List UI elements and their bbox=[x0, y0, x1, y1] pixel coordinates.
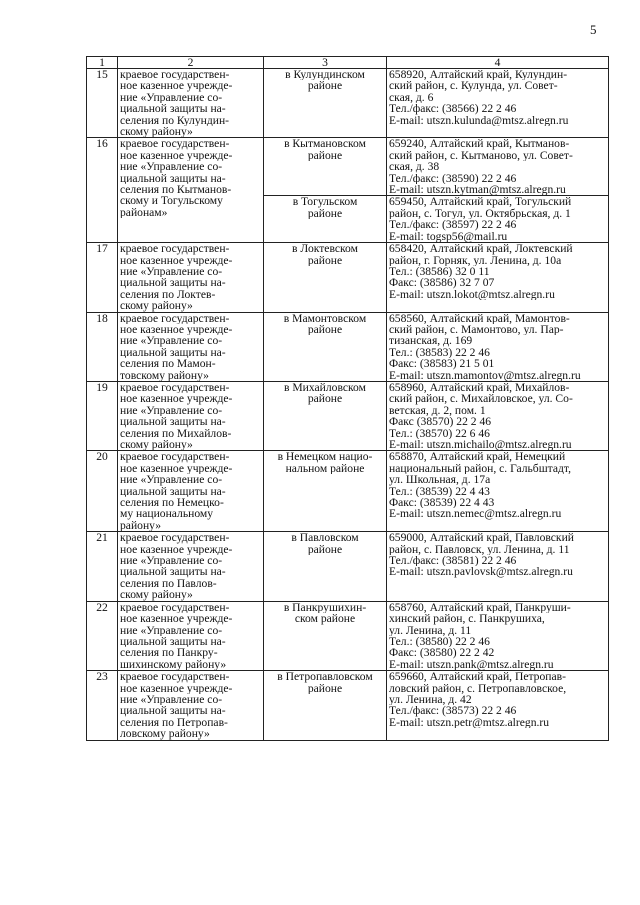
contact-line: Факс: (38539) 22 4 43 bbox=[389, 497, 495, 509]
district-name-line: районе bbox=[307, 543, 343, 556]
contact-line: 658960, Алтайский край, Михайлов- bbox=[389, 381, 570, 394]
table-row bbox=[87, 138, 609, 196]
contact-line: ловский район, с. Петропавловское, bbox=[389, 682, 567, 694]
institution-name-line: ное казенное учрежде- bbox=[120, 149, 233, 162]
contact-details bbox=[387, 671, 609, 740]
contact-line: Тел./факс: (38597) 22 2 46 bbox=[389, 219, 517, 231]
contact-line: Факс: (38580) 22 2 42 bbox=[389, 647, 495, 659]
institution-name-line: циальной защиты на- bbox=[120, 346, 226, 359]
district-name-line: районе bbox=[307, 254, 343, 266]
contact-line: ская, д. 38 bbox=[389, 161, 440, 173]
district-name-line: в Мамонтовском bbox=[283, 312, 367, 324]
contact-line: Тел.: (38586) 32 0 11 bbox=[389, 265, 490, 278]
district-name-line: в Панкрушихин- bbox=[283, 601, 367, 614]
institution-name-line: селения по Павлов- bbox=[120, 577, 217, 590]
contact-details bbox=[387, 601, 609, 670]
contact-line: Тел.: (38580) 22 2 46 bbox=[389, 635, 490, 648]
contact-line: Тел.: (38570) 22 6 46 bbox=[389, 427, 490, 439]
contact-line: E-mail: utszn.petr@mtsz.alregn.ru bbox=[389, 716, 550, 729]
contact-details bbox=[387, 312, 609, 381]
table-row bbox=[87, 671, 609, 740]
institution-name-line: краевое государствен- bbox=[120, 601, 230, 614]
institution-name bbox=[118, 69, 264, 138]
contact-details bbox=[387, 243, 609, 312]
row-number: 19 bbox=[87, 381, 118, 450]
row-number: 23 bbox=[87, 671, 118, 740]
institution-name bbox=[118, 671, 264, 740]
district-name-line: ском районе bbox=[294, 613, 356, 625]
table-row bbox=[87, 312, 609, 381]
contact-line: E-mail: utszn.kytman@mtsz.alregn.ru bbox=[389, 184, 566, 196]
institution-name-line: ние «Управление со- bbox=[120, 555, 223, 567]
contact-details bbox=[387, 69, 609, 138]
row-number: 16 bbox=[87, 138, 118, 243]
institution-name-line: краевое государствен- bbox=[120, 138, 230, 150]
contact-line: 659660, Алтайский край, Петропав- bbox=[389, 671, 566, 683]
contact-line: национальный район, с. Гальбштадт, bbox=[389, 462, 571, 475]
institution-name-line: краевое государствен- bbox=[120, 671, 230, 683]
table-header-row bbox=[87, 57, 609, 69]
institution-name-line: краевое государствен- bbox=[120, 69, 230, 81]
district-name bbox=[264, 312, 387, 381]
district-name-line: в Тогульском bbox=[292, 196, 358, 208]
district-name-line: в Павловском bbox=[291, 532, 359, 544]
district-name-line: в Локтевском bbox=[292, 243, 358, 255]
institution-name-line: селения по Немецко- bbox=[120, 497, 224, 509]
institution-name-line: ние «Управление со- bbox=[120, 265, 223, 278]
institution-name-line: ное казенное учрежде- bbox=[120, 80, 233, 92]
contact-line: E-mail: utszn.kulunda@mtsz.alregn.ru bbox=[389, 114, 569, 127]
contact-line: E-mail: togsp56@mail.ru bbox=[389, 230, 508, 243]
contact-line: E-mail: utszn.michailo@mtsz.alregn.ru bbox=[389, 439, 572, 451]
contact-line: E-mail: utszn.lokot@mtsz.alregn.ru bbox=[389, 288, 555, 301]
contact-line: ский район, с. Мамонтово, ул. Пар- bbox=[389, 323, 564, 336]
institution-name-line: му национальному bbox=[120, 508, 214, 520]
institution-name-line: циальной защиты на- bbox=[120, 277, 226, 289]
district-name-line: районе bbox=[307, 393, 343, 405]
contact-line: тизанская, д. 169 bbox=[389, 335, 473, 347]
row-number: 17 bbox=[87, 243, 118, 312]
contact-line: район, с. Тогул, ул. Октябрьская, д. 1 bbox=[389, 207, 571, 220]
institution-name-line: циальной защиты на- bbox=[120, 103, 226, 115]
contact-line: 658920, Алтайский край, Кулундин- bbox=[389, 69, 568, 81]
contact-line: Тел.: (38539) 22 4 43 bbox=[389, 485, 490, 498]
institution-name bbox=[118, 243, 264, 312]
contact-line: 659000, Алтайский край, Павловский bbox=[389, 532, 574, 544]
institution-name-line: селения по Кулундин- bbox=[120, 114, 230, 127]
institution-name-line: циальной защиты на- bbox=[120, 172, 226, 185]
contact-line: Факс: (38583) 21 5 01 bbox=[389, 358, 495, 370]
district-name-line: в Петропавловском bbox=[277, 671, 373, 683]
table-row bbox=[87, 243, 609, 312]
institution-name-line: ное казенное учрежде- bbox=[120, 393, 233, 405]
district-name-line: районе bbox=[307, 207, 343, 220]
institution-name-line: ное казенное учрежде- bbox=[120, 613, 233, 625]
table-row bbox=[87, 451, 609, 532]
district-name-line: районе bbox=[307, 149, 343, 162]
institution-name-line: краевое государствен- bbox=[120, 312, 230, 324]
institution-name-line: ние «Управление со- bbox=[120, 335, 223, 347]
district-name bbox=[264, 243, 387, 312]
institution-name-line: ное казенное учрежде- bbox=[120, 462, 233, 475]
institution-name-line: селения по Локтев- bbox=[120, 288, 216, 301]
institution-name-line: ное казенное учрежде- bbox=[120, 682, 233, 694]
institution-name bbox=[118, 312, 264, 381]
contact-line: ская, д. 6 bbox=[389, 91, 434, 104]
institution-name-line: ное казенное учрежде- bbox=[120, 543, 233, 556]
district-name-line: районе bbox=[307, 682, 343, 694]
district-name bbox=[264, 69, 387, 138]
contact-line: 658560, Алтайский край, Мамонтов- bbox=[389, 312, 570, 324]
institution-name bbox=[118, 451, 264, 532]
district-name bbox=[264, 671, 387, 740]
district-name-line: районе bbox=[307, 80, 343, 92]
contact-line: ский район, с. Михайловское, ул. Со- bbox=[389, 393, 573, 405]
institution-name-line: скому району» bbox=[120, 589, 193, 601]
contact-line: ул. Ленина, д. 11 bbox=[389, 624, 472, 636]
contact-line: ский район, с. Кытманово, ул. Совет- bbox=[389, 149, 573, 162]
district-name bbox=[264, 532, 387, 601]
district-name-line: районе bbox=[307, 323, 343, 336]
contact-line: хинский район, с. Панкрушиха, bbox=[389, 613, 545, 625]
district-name bbox=[264, 196, 387, 243]
institution-name bbox=[118, 532, 264, 601]
district-name-line: нальном районе bbox=[285, 462, 365, 475]
institution-name-line: ние «Управление со- bbox=[120, 91, 223, 104]
institution-name-line: краевое государствен- bbox=[120, 532, 230, 544]
institution-name bbox=[118, 381, 264, 450]
institution-name-line: ние «Управление со- bbox=[120, 693, 223, 706]
institution-name-line: селения по Панкру- bbox=[120, 647, 218, 659]
row-number: 22 bbox=[87, 601, 118, 670]
institutions-table bbox=[86, 56, 609, 741]
institution-name-line: селения по Михайлов- bbox=[120, 427, 232, 439]
contact-details bbox=[387, 138, 609, 196]
institution-name-line: циальной защиты на- bbox=[120, 566, 226, 578]
contact-line: Тел.: (38583) 22 2 46 bbox=[389, 346, 490, 359]
institution-name-line: циальной защиты на- bbox=[120, 485, 226, 498]
contact-line: Факс: (38586) 32 7 07 bbox=[389, 277, 495, 289]
contact-line: 658420, Алтайский край, Локтевский bbox=[389, 243, 573, 255]
contact-details bbox=[387, 532, 609, 601]
district-name-line: в Кытмановском bbox=[284, 138, 366, 150]
column-number-header: 1 bbox=[87, 57, 118, 69]
district-name bbox=[264, 381, 387, 450]
district-name bbox=[264, 601, 387, 670]
table-row bbox=[87, 532, 609, 601]
institution-name-line: ние «Управление со- bbox=[120, 624, 223, 636]
table-row bbox=[87, 381, 609, 450]
institution-name-line: ние «Управление со- bbox=[120, 474, 223, 486]
district-name bbox=[264, 138, 387, 196]
contact-line: ул. Ленина, д. 42 bbox=[389, 693, 472, 706]
table-row bbox=[87, 69, 609, 138]
contact-line: Тел./факс: (38573) 22 2 46 bbox=[389, 705, 517, 717]
contact-details bbox=[387, 381, 609, 450]
institution-name-line: селения по Мамон- bbox=[120, 358, 216, 370]
column-number-header: 4 bbox=[387, 57, 609, 69]
institution-name-line: ное казенное учрежде- bbox=[120, 323, 233, 336]
institution-name-line: селения по Кытманов- bbox=[120, 184, 232, 196]
contact-line: Факс (38570) 22 2 46 bbox=[389, 416, 492, 428]
contact-line: ветская, д. 2, пом. 1 bbox=[389, 404, 486, 417]
contact-line: район, с. Павловск, ул. Ленина, д. 11 bbox=[389, 543, 570, 556]
contact-line: ский район, с. Кулунда, ул. Совет- bbox=[389, 80, 558, 92]
column-number-header: 3 bbox=[264, 57, 387, 69]
contact-line: E-mail: utszn.nemec@mtsz.alregn.ru bbox=[389, 508, 562, 520]
column-number-header: 2 bbox=[118, 57, 264, 69]
institution-name-line: селения по Петропав- bbox=[120, 716, 228, 729]
institution-name-line: циальной защиты на- bbox=[120, 635, 226, 648]
institution-name-line: циальной защиты на- bbox=[120, 416, 226, 428]
contact-line: 659450, Алтайский край, Тогульский bbox=[389, 196, 572, 208]
institution-name-line: скому и Тогульскому bbox=[120, 195, 223, 207]
contact-line: 659240, Алтайский край, Кытманов- bbox=[389, 138, 570, 150]
contact-line: E-mail: utszn.pank@mtsz.alregn.ru bbox=[389, 658, 554, 671]
institution-name bbox=[118, 601, 264, 670]
institution-name-line: краевое государствен- bbox=[120, 381, 230, 394]
contact-line: E-mail: utszn.mamontov@mtsz.alregn.ru bbox=[389, 369, 581, 381]
contact-details bbox=[387, 196, 609, 243]
contact-line: 658870, Алтайский край, Немецкий bbox=[389, 451, 566, 463]
row-number: 20 bbox=[87, 451, 118, 532]
institution-name-line: скому району» bbox=[120, 126, 193, 138]
institution-name-line: ние «Управление со- bbox=[120, 404, 223, 417]
contact-line: 658760, Алтайский край, Панкруши- bbox=[389, 601, 571, 614]
table-row bbox=[87, 601, 609, 670]
contact-line: E-mail: utszn.pavlovsk@mtsz.alregn.ru bbox=[389, 566, 573, 578]
institution-name-line: районам» bbox=[120, 206, 168, 219]
institution-name-line: шихинскому району» bbox=[120, 658, 227, 671]
institution-name-line: району» bbox=[120, 519, 162, 532]
district-name-line: в Немецком нацио- bbox=[277, 451, 373, 463]
institution-name-line: ное казенное учрежде- bbox=[120, 254, 233, 266]
contact-line: Тел./факс: (38566) 22 2 46 bbox=[389, 103, 517, 115]
row-number: 18 bbox=[87, 312, 118, 381]
contact-line: Тел./факс: (38581) 22 2 46 bbox=[389, 555, 517, 567]
institution-name-line: ловскому району» bbox=[120, 728, 210, 740]
row-number: 15 bbox=[87, 69, 118, 138]
district-name-line: в Михайловском bbox=[284, 381, 366, 394]
district-name-line: в Кулундинском bbox=[285, 69, 365, 81]
contact-line: Тел./факс: (38590) 22 2 46 bbox=[389, 172, 517, 185]
institution-name-line: краевое государствен- bbox=[120, 243, 230, 255]
institution-name bbox=[118, 138, 264, 243]
institution-name-line: циальной защиты на- bbox=[120, 705, 226, 717]
institution-name-line: ние «Управление со- bbox=[120, 161, 223, 173]
contact-line: ул. Школьная, д. 17а bbox=[389, 474, 491, 486]
row-number: 21 bbox=[87, 532, 118, 601]
contact-details bbox=[387, 451, 609, 532]
institution-name-line: скому району» bbox=[120, 439, 193, 451]
institution-name-line: краевое государствен- bbox=[120, 451, 230, 463]
institution-name-line: товскому району» bbox=[120, 369, 209, 381]
institution-name-line: скому району» bbox=[120, 300, 193, 312]
district-name bbox=[264, 451, 387, 532]
contact-line: район, г. Горняк, ул. Ленина, д. 10а bbox=[389, 254, 562, 266]
page-number: 5 bbox=[590, 22, 597, 37]
